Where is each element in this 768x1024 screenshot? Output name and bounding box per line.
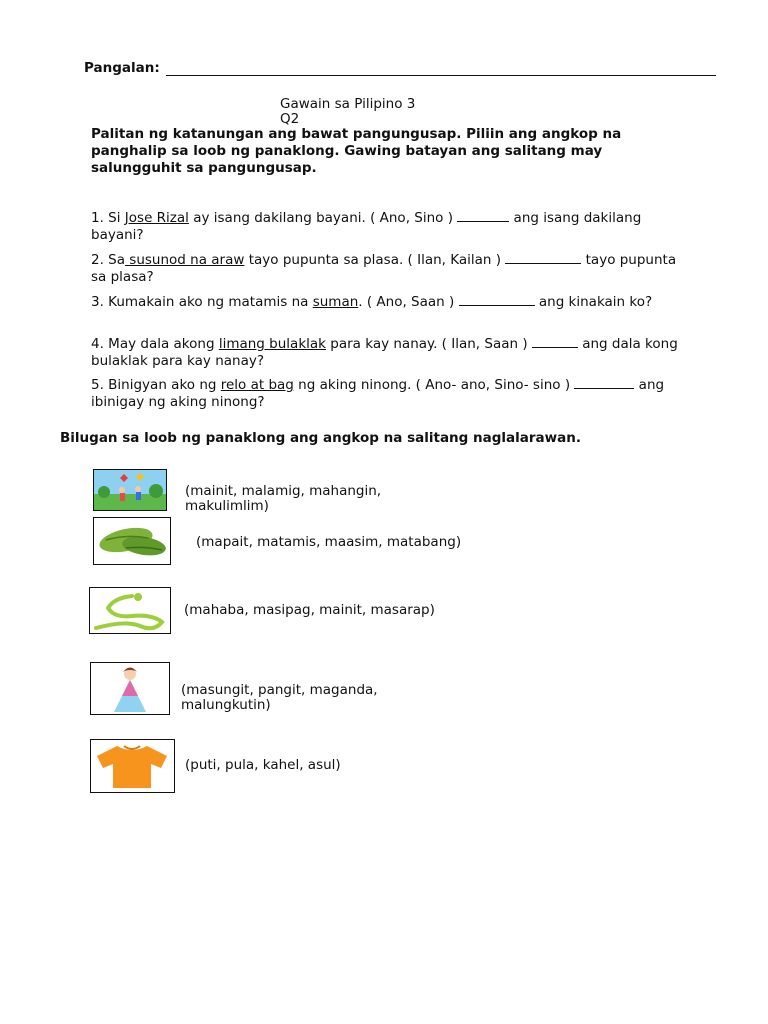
q3-answer-blank[interactable] xyxy=(459,293,535,306)
title-line-2: Q2 xyxy=(280,111,300,127)
q5-underlined: relo at bag xyxy=(220,377,294,393)
q5-post: ng aking ninong. ( Ano- ano, Sino- sino ) xyxy=(293,377,575,393)
q3-post: . ( Ano, Saan ) xyxy=(358,294,459,310)
q2-after: tayo pupunta sa plasa? xyxy=(91,252,677,285)
choices-1: (mainit, malamig, mahangin, makulimlim) xyxy=(185,483,382,514)
q5-answer-blank[interactable] xyxy=(574,376,634,389)
choices-5: (puti, pula, kahel, asul) xyxy=(185,757,341,773)
q1-answer-blank[interactable] xyxy=(457,209,509,222)
question-4 xyxy=(91,335,691,370)
choices-2: (mapait, matamis, maasim, matabang) xyxy=(196,534,462,550)
question-5 xyxy=(91,376,691,411)
q2-underlined: susunod na araw xyxy=(125,252,245,268)
question-3 xyxy=(91,293,691,311)
name-blank-line[interactable] xyxy=(166,61,716,76)
q4-pre: 4. May dala akong xyxy=(91,336,219,352)
q3-after: ang kinakain ko? xyxy=(534,294,653,310)
question-2 xyxy=(91,251,691,286)
q1-underlined: Jose Rizal xyxy=(124,210,189,226)
q5-after: ang ibinigay ng aking ninong? xyxy=(91,377,665,410)
part2-instruction: Bilugan sa loob ng panaklong ang angkop na salitang naglalarawan. xyxy=(60,430,581,446)
q4-underlined: limang bulaklak xyxy=(218,336,326,352)
name-label: Pangalan: xyxy=(84,60,160,76)
q4-post: para kay nanay. ( Ilan, Saan ) xyxy=(325,336,532,352)
princess-picture xyxy=(90,662,170,715)
q4-answer-blank[interactable] xyxy=(532,335,578,348)
title-line-1: Gawain sa Pilipino 3 xyxy=(280,96,416,112)
choices-3: (mahaba, masipag, mainit, masarap) xyxy=(184,602,435,618)
q5-pre: 5. Binigyan ako ng xyxy=(91,377,221,393)
worksheet-title xyxy=(280,97,415,127)
orange-shirt-picture xyxy=(90,739,175,793)
snake-picture xyxy=(89,587,171,634)
kids-playing-picture xyxy=(93,469,167,511)
question-1 xyxy=(91,209,691,244)
q2-answer-blank[interactable] xyxy=(505,251,581,264)
ampalaya-picture xyxy=(93,517,171,565)
q1-pre: 1. Si xyxy=(91,210,125,226)
q2-pre: 2. Sa xyxy=(91,252,126,268)
part1-instruction: Palitan ng katanungan ang bawat pangungusap. Piliin ang angkop na panghalip sa loob ng panaklong. Gawing batayan ang salitang may salungguhit sa pangungusap. xyxy=(91,126,622,176)
q1-after: ang isang dakilang bayani? xyxy=(91,210,642,243)
q3-underlined: suman xyxy=(312,294,359,310)
name-field xyxy=(84,60,716,76)
q2-post: tayo pupunta sa plasa. ( Ilan, Kailan ) xyxy=(244,252,506,268)
q1-post: ay isang dakilang bayani. ( Ano, Sino ) xyxy=(188,210,458,226)
q3-pre: 3. Kumakain ako ng matamis na xyxy=(91,294,313,310)
choices-4: (masungit, pangit, maganda, malungkutin) xyxy=(181,682,378,713)
q4-after: ang dala kong bulaklak para kay nanay? xyxy=(91,336,678,369)
